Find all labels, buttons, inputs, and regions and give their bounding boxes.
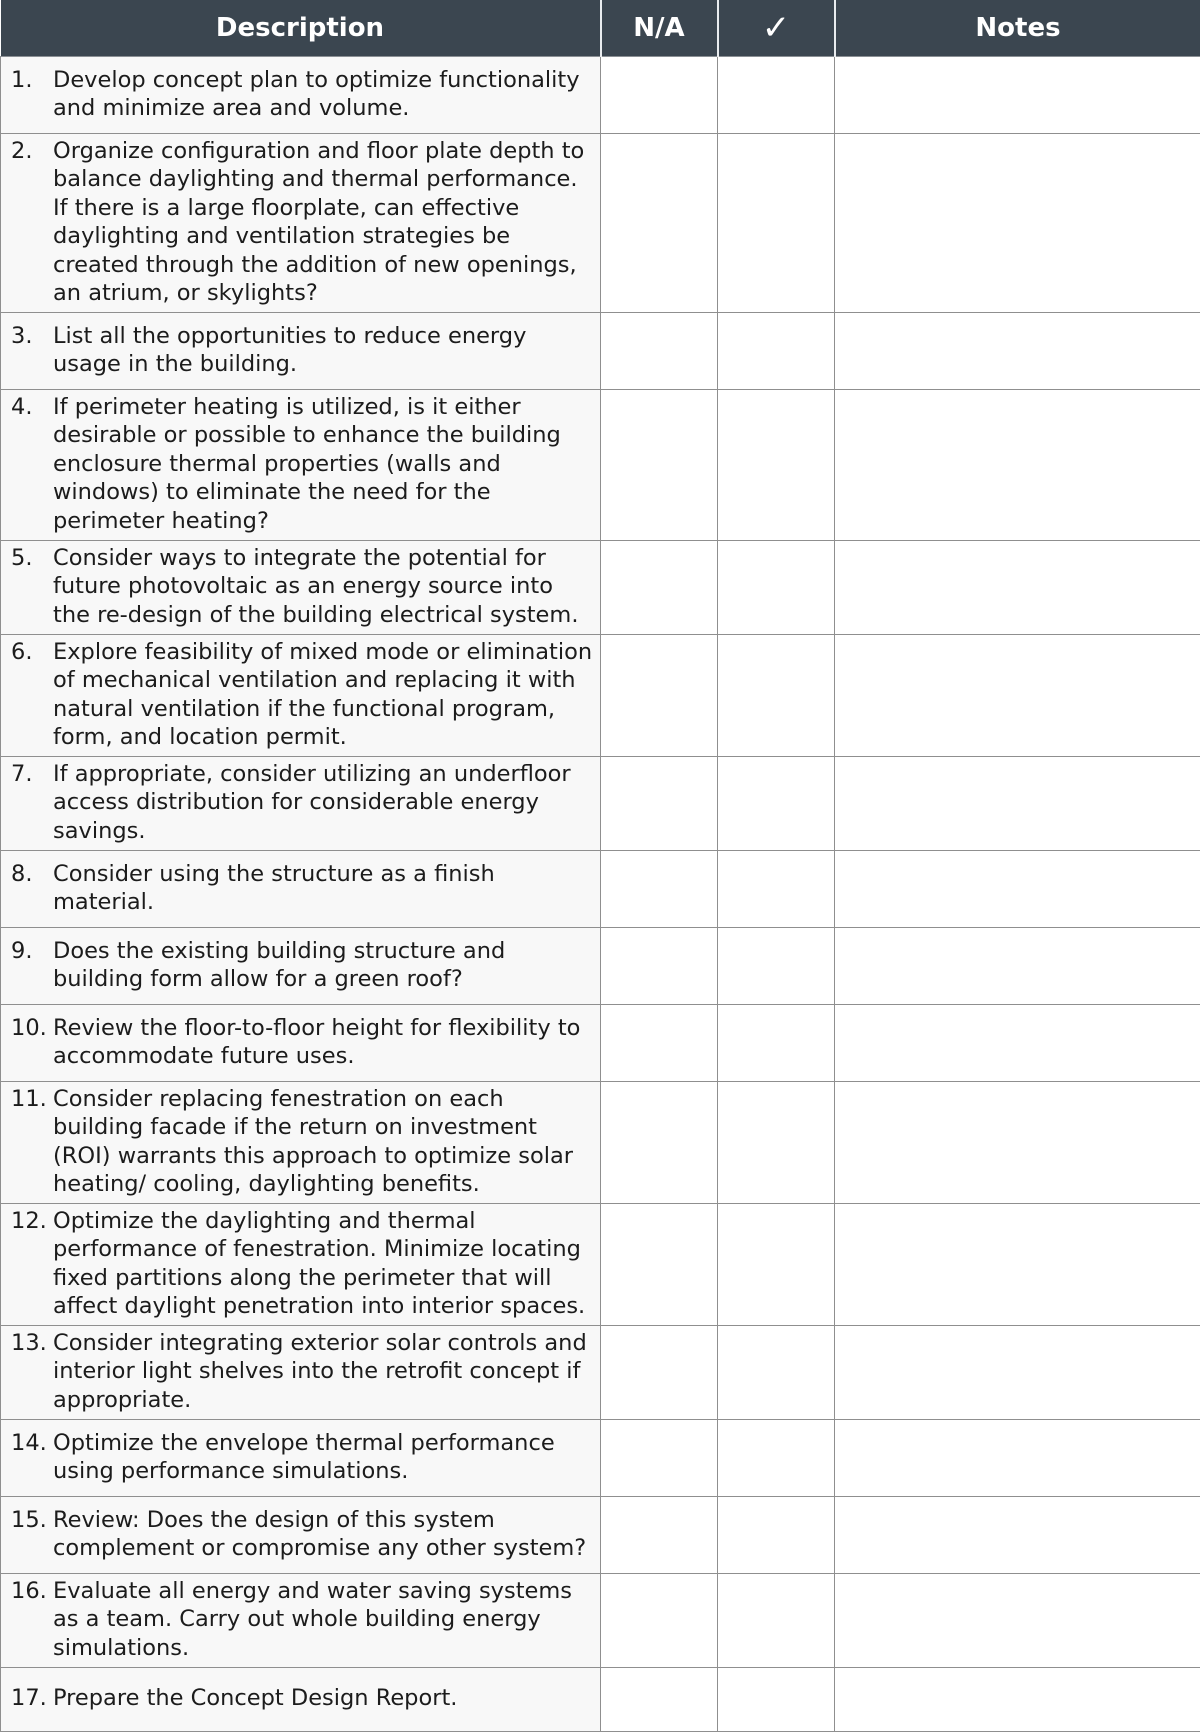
notes-cell[interactable] [835, 1420, 1200, 1497]
check-cell[interactable] [718, 1497, 835, 1574]
checkmark-icon: ✓ [761, 7, 791, 48]
na-header: N/A [601, 0, 718, 57]
na-cell[interactable] [601, 1497, 718, 1574]
item-description-cell [1, 1204, 601, 1326]
check-cell[interactable] [718, 757, 835, 851]
item-text: Review: Does the design of this system complement or compromise any other system? [53, 1506, 587, 1561]
item-description-cell [1, 1420, 601, 1497]
na-cell[interactable] [601, 57, 718, 134]
na-cell[interactable] [601, 134, 718, 313]
item-text: Develop concept plan to optimize functionality and minimize area and volume. [53, 66, 580, 121]
na-cell[interactable] [601, 1668, 718, 1732]
notes-cell[interactable] [835, 57, 1200, 134]
item-text: Optimize the envelope thermal performance using performance simulations. [53, 1429, 555, 1484]
item-description-cell [1, 928, 601, 1005]
notes-cell[interactable] [835, 390, 1200, 541]
item-number: 1. [11, 66, 33, 93]
na-cell[interactable] [601, 1420, 718, 1497]
table-row [1, 390, 1200, 541]
checklist-item [1, 137, 600, 310]
check-cell[interactable] [718, 851, 835, 928]
table-row [1, 1574, 1200, 1668]
item-number: 4. [11, 393, 33, 420]
na-cell[interactable] [601, 635, 718, 757]
na-cell[interactable] [601, 1574, 718, 1668]
table-body [1, 57, 1200, 1732]
na-cell[interactable] [601, 541, 718, 635]
item-description-cell [1, 1668, 601, 1732]
item-text: Consider using the structure as a finish material. [53, 860, 495, 915]
na-cell[interactable] [601, 928, 718, 1005]
check-cell[interactable] [718, 1082, 835, 1204]
description-header: Description [1, 0, 601, 57]
checklist-item [1, 393, 600, 538]
table-row [1, 851, 1200, 928]
na-cell[interactable] [601, 1005, 718, 1082]
item-description-cell [1, 1326, 601, 1420]
check-cell[interactable] [718, 390, 835, 541]
item-number: 8. [11, 860, 33, 887]
notes-header: Notes [835, 0, 1200, 57]
notes-cell[interactable] [835, 1082, 1200, 1204]
notes-cell[interactable] [835, 1326, 1200, 1420]
check-cell[interactable] [718, 1668, 835, 1732]
check-cell[interactable] [718, 1326, 835, 1420]
na-cell[interactable] [601, 851, 718, 928]
item-text: Optimize the daylighting and thermal performance of fenestration. Minimize locating fixed partitions along the perimeter that will affect daylight penetration into interior spaces. [53, 1207, 586, 1319]
item-number: 5. [11, 544, 33, 571]
notes-cell[interactable] [835, 313, 1200, 390]
header-row [1, 0, 1200, 57]
item-description-cell [1, 57, 601, 134]
check-cell[interactable] [718, 928, 835, 1005]
na-cell[interactable] [601, 390, 718, 541]
item-number: 14. [11, 1429, 47, 1456]
item-description-cell [1, 1574, 601, 1668]
item-description-cell [1, 390, 601, 541]
notes-cell[interactable] [835, 1005, 1200, 1082]
item-description-cell [1, 313, 601, 390]
item-description-cell [1, 541, 601, 635]
item-text: Does the existing building structure and building form allow for a green roof? [53, 937, 506, 992]
item-number: 16. [11, 1577, 47, 1604]
notes-cell[interactable] [835, 928, 1200, 1005]
item-description-cell [1, 1497, 601, 1574]
item-description-cell [1, 134, 601, 313]
check-cell[interactable] [718, 313, 835, 390]
checklist-item [1, 860, 600, 919]
item-text: List all the opportunities to reduce energy usage in the building. [53, 322, 527, 377]
notes-cell[interactable] [835, 1574, 1200, 1668]
notes-cell[interactable] [835, 757, 1200, 851]
checklist-item [1, 1329, 600, 1417]
item-description-cell [1, 635, 601, 757]
na-cell[interactable] [601, 1082, 718, 1204]
item-text: Consider ways to integrate the potential for future photovoltaic as an energy source into the re-design of the building electrical system. [53, 544, 579, 628]
item-number: 9. [11, 937, 33, 964]
na-cell[interactable] [601, 757, 718, 851]
checklist-item [1, 1577, 600, 1665]
table-row [1, 57, 1200, 134]
table-row [1, 1420, 1200, 1497]
check-cell[interactable] [718, 1204, 835, 1326]
na-cell[interactable] [601, 1326, 718, 1420]
item-text: Organize configuration and floor plate depth to balance daylighting and thermal performance. If there is a large floorplate, can effective daylighting and ventilation strategies be created through the addition of new openings, an atrium, or skylights? [53, 137, 585, 306]
check-cell[interactable] [718, 1420, 835, 1497]
notes-cell[interactable] [835, 134, 1200, 313]
check-header [718, 0, 835, 57]
item-number: 3. [11, 322, 33, 349]
item-text: Explore feasibility of mixed mode or elimination of mechanical ventilation and replacing it with natural ventilation if the functional program, form, and location permit. [53, 638, 593, 750]
table-row [1, 1082, 1200, 1204]
na-cell[interactable] [601, 1204, 718, 1326]
notes-cell[interactable] [835, 635, 1200, 757]
check-cell[interactable] [718, 57, 835, 134]
item-text: Review the floor-to-floor height for flexibility to accommodate future uses. [53, 1014, 581, 1069]
item-number: 15. [11, 1506, 47, 1533]
notes-cell[interactable] [835, 1497, 1200, 1574]
table-row [1, 1497, 1200, 1574]
check-cell[interactable] [718, 1574, 835, 1668]
table-row [1, 928, 1200, 1005]
item-number: 6. [11, 638, 33, 665]
checklist-item [1, 1014, 600, 1073]
table-row [1, 1668, 1200, 1732]
table-row [1, 134, 1200, 313]
checklist-item [1, 638, 600, 754]
notes-cell[interactable] [835, 851, 1200, 928]
checklist-item [1, 1429, 600, 1488]
notes-cell[interactable] [835, 1668, 1200, 1732]
checklist-item [1, 322, 600, 381]
item-description-cell [1, 1082, 601, 1204]
item-description-cell [1, 851, 601, 928]
table-row [1, 541, 1200, 635]
table-row [1, 635, 1200, 757]
item-text: Consider integrating exterior solar controls and interior light shelves into the retrofit concept if appropriate. [53, 1329, 587, 1413]
checklist-item [1, 1207, 600, 1323]
item-number: 10. [11, 1014, 47, 1041]
item-text: If perimeter heating is utilized, is it either desirable or possible to enhance the building enclosure thermal properties (walls and windows) to eliminate the need for the perimeter heating? [53, 393, 561, 534]
notes-cell[interactable] [835, 1204, 1200, 1326]
item-text: If appropriate, consider utilizing an underfloor access distribution for considerable energy savings. [53, 760, 571, 844]
check-cell[interactable] [718, 635, 835, 757]
table-row [1, 757, 1200, 851]
notes-cell[interactable] [835, 541, 1200, 635]
checklist-item [1, 937, 600, 996]
item-text: Evaluate all energy and water saving systems as a team. Carry out whole building energy simulations. [53, 1577, 573, 1661]
table-header [1, 0, 1200, 57]
check-cell[interactable] [718, 541, 835, 635]
table-row [1, 1005, 1200, 1082]
item-description-cell [1, 757, 601, 851]
checklist-item [1, 760, 600, 848]
item-text: Prepare the Concept Design Report. [53, 1685, 458, 1712]
check-cell[interactable] [718, 134, 835, 313]
table-row [1, 313, 1200, 390]
item-number: 7. [11, 760, 33, 787]
na-cell[interactable] [601, 313, 718, 390]
checklist-item [1, 1506, 600, 1565]
item-number: 11. [11, 1085, 47, 1112]
checklist-item [1, 1085, 600, 1201]
item-number: 12. [11, 1207, 47, 1234]
checklist-item [1, 66, 600, 125]
checklist-item [1, 1684, 600, 1715]
check-cell[interactable] [718, 1005, 835, 1082]
item-text: Consider replacing fenestration on each building facade if the return on investment (ROI) warrants this approach to optimize solar heating/ cooling, daylighting benefits. [53, 1085, 573, 1197]
item-number: 13. [11, 1329, 47, 1356]
item-number: 2. [11, 137, 33, 164]
table-row [1, 1326, 1200, 1420]
item-number: 17. [11, 1685, 47, 1712]
checklist-item [1, 544, 600, 632]
item-description-cell [1, 1005, 601, 1082]
table-row [1, 1204, 1200, 1326]
